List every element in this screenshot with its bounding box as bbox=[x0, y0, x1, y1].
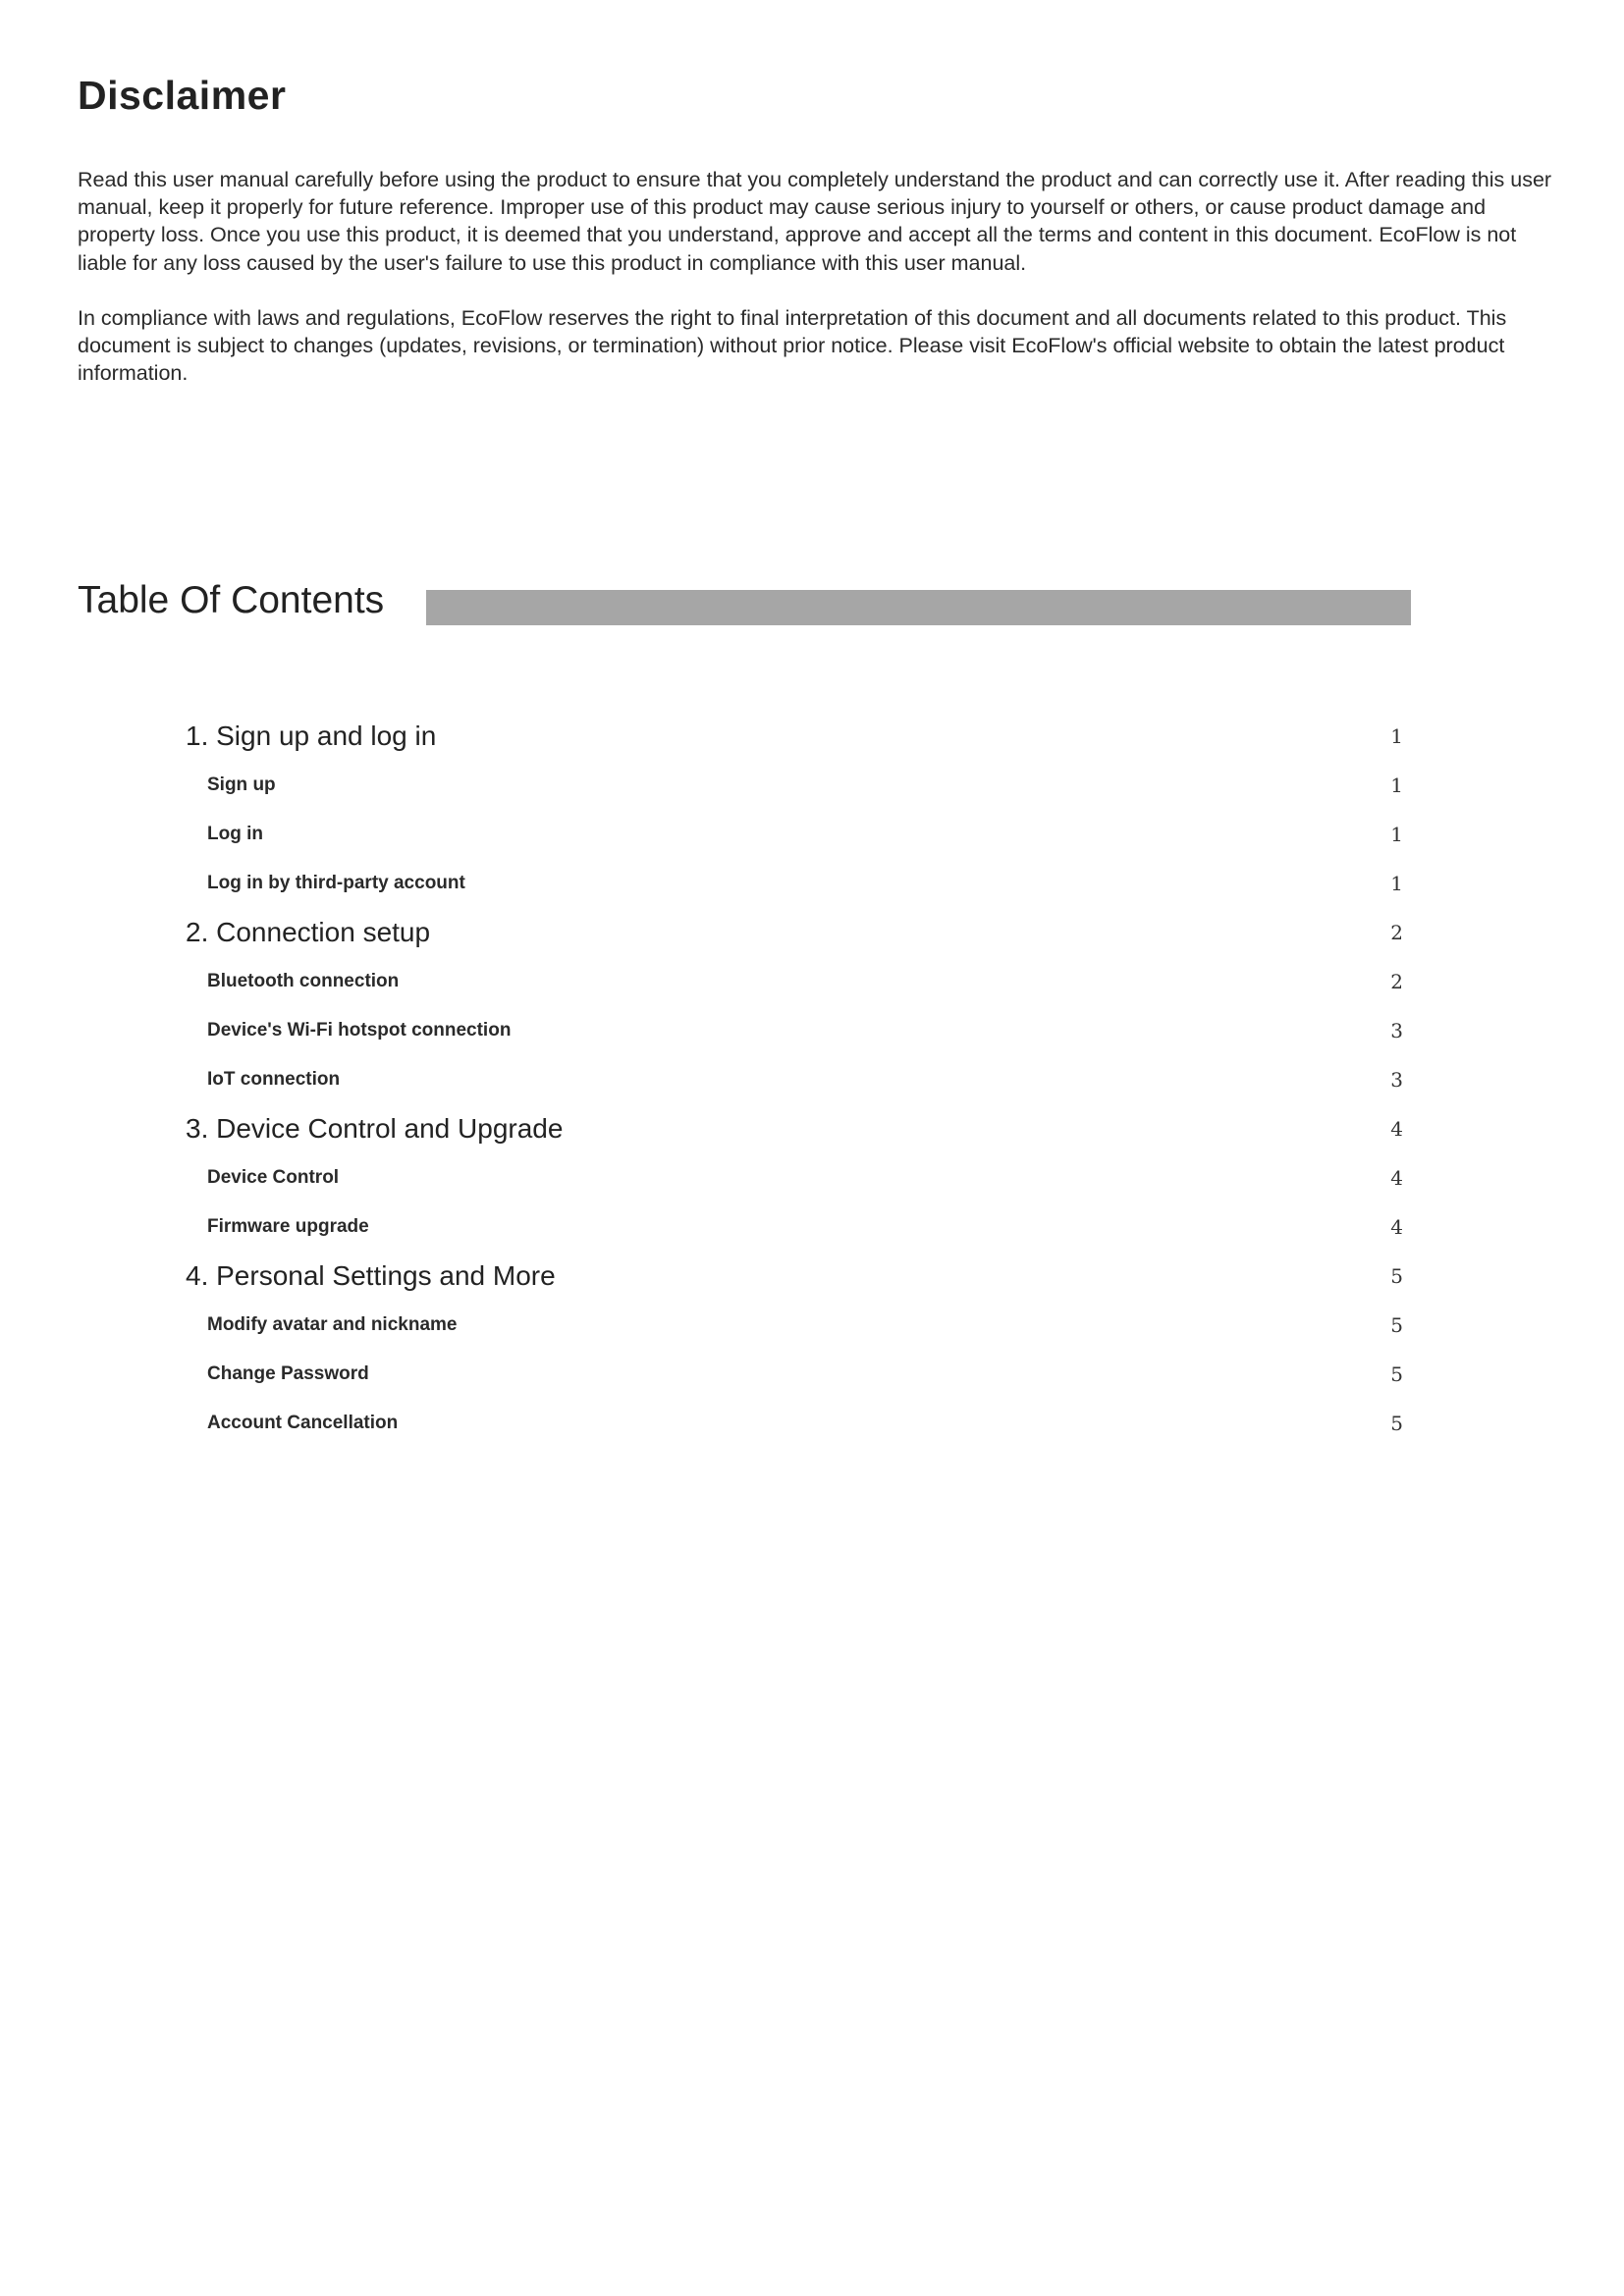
toc-entry-label: Device Control bbox=[207, 1167, 340, 1188]
toc-page-number: 1 bbox=[1390, 774, 1403, 797]
toc-title: Table Of Contents bbox=[78, 579, 385, 621]
toc-entry-bluetooth-connection[interactable] bbox=[186, 957, 1403, 1006]
toc-entry-device-control[interactable] bbox=[186, 1153, 1403, 1202]
toc-entry-label: 1. Sign up and log in bbox=[186, 721, 437, 751]
toc-entry-wifi-hotspot-connection[interactable] bbox=[186, 1006, 1403, 1055]
toc-entry-label: Log in by third-party account bbox=[207, 873, 465, 893]
toc-page-number: 5 bbox=[1390, 1313, 1403, 1337]
disclaimer-title: Disclaimer bbox=[78, 73, 287, 118]
toc-title-bar bbox=[426, 590, 1411, 625]
toc-entry-sign-up[interactable] bbox=[186, 761, 1403, 810]
toc-entry-label: Change Password bbox=[207, 1363, 369, 1384]
toc-page-number: 5 bbox=[1390, 1362, 1403, 1386]
toc-entry-firmware-upgrade[interactable] bbox=[186, 1202, 1403, 1252]
toc-list bbox=[186, 712, 1403, 1448]
toc-entry-label: Device's Wi-Fi hotspot connection bbox=[207, 1020, 512, 1041]
toc-entry-label: Firmware upgrade bbox=[207, 1216, 369, 1237]
toc-section-sign-up-and-log-in[interactable] bbox=[186, 712, 1403, 761]
toc-entry-label: Modify avatar and nickname bbox=[207, 1314, 458, 1335]
toc-entry-label: IoT connection bbox=[207, 1069, 341, 1090]
toc-entry-label: Sign up bbox=[207, 774, 276, 795]
toc-entry-modify-avatar[interactable] bbox=[186, 1301, 1403, 1350]
toc-entry-change-password[interactable] bbox=[186, 1350, 1403, 1399]
toc-page-number: 4 bbox=[1390, 1117, 1403, 1141]
toc-page-number: 4 bbox=[1390, 1166, 1403, 1190]
toc-page-number: 3 bbox=[1390, 1019, 1403, 1042]
toc-page-number: 1 bbox=[1390, 872, 1403, 895]
toc-section-personal-settings[interactable] bbox=[186, 1252, 1403, 1301]
toc-entry-label: Account Cancellation bbox=[207, 1413, 399, 1433]
toc-entry-account-cancellation[interactable] bbox=[186, 1399, 1403, 1448]
toc-page-number: 2 bbox=[1390, 921, 1403, 944]
toc-entry-log-in[interactable] bbox=[186, 810, 1403, 859]
disclaimer-paragraph: In compliance with laws and regulations, EcoFlow reserves the right to final interpretation of this document and all documents related to this product. This document is subject to changes (updates, revisions, or termination) without prior notice. Please visit EcoFlow's official website to obtain the latest product information. bbox=[78, 306, 1507, 386]
toc-page-number: 5 bbox=[1390, 1412, 1403, 1435]
toc-entry-label: 4. Personal Settings and More bbox=[186, 1260, 556, 1291]
toc-entry-label: Bluetooth connection bbox=[207, 971, 400, 991]
toc-entry-iot-connection[interactable] bbox=[186, 1055, 1403, 1104]
toc-page-number: 2 bbox=[1390, 970, 1403, 993]
toc-section-connection-setup[interactable] bbox=[186, 908, 1403, 957]
toc-entry-third-party-login[interactable] bbox=[186, 859, 1403, 908]
toc-page-number: 1 bbox=[1390, 724, 1403, 748]
toc-page-number: 1 bbox=[1390, 823, 1403, 846]
toc-header bbox=[78, 579, 1413, 630]
toc-page-number: 3 bbox=[1390, 1068, 1403, 1092]
toc-entry-label: Log in bbox=[207, 824, 263, 844]
toc-page-number: 4 bbox=[1390, 1215, 1403, 1239]
toc-entry-label: 3. Device Control and Upgrade bbox=[186, 1113, 564, 1144]
toc-section-device-control-and-upgrade[interactable] bbox=[186, 1104, 1403, 1153]
toc-page-number: 5 bbox=[1390, 1264, 1403, 1288]
disclaimer-paragraph: Read this user manual carefully before using the product to ensure that you completely understand the product and can correctly use it. After reading this user manual, keep it properly for future reference. Improper use of this product may cause serious injury to yourself or others, or cause product damage and property loss. Once you use this product, it is deemed that you understand, approve and accept all the terms and content in this document. EcoFlow is not liable for any loss caused by the user's failure to use this product in compliance with this user manual. bbox=[78, 168, 1552, 275]
toc-entry-label: 2. Connection setup bbox=[186, 917, 431, 947]
